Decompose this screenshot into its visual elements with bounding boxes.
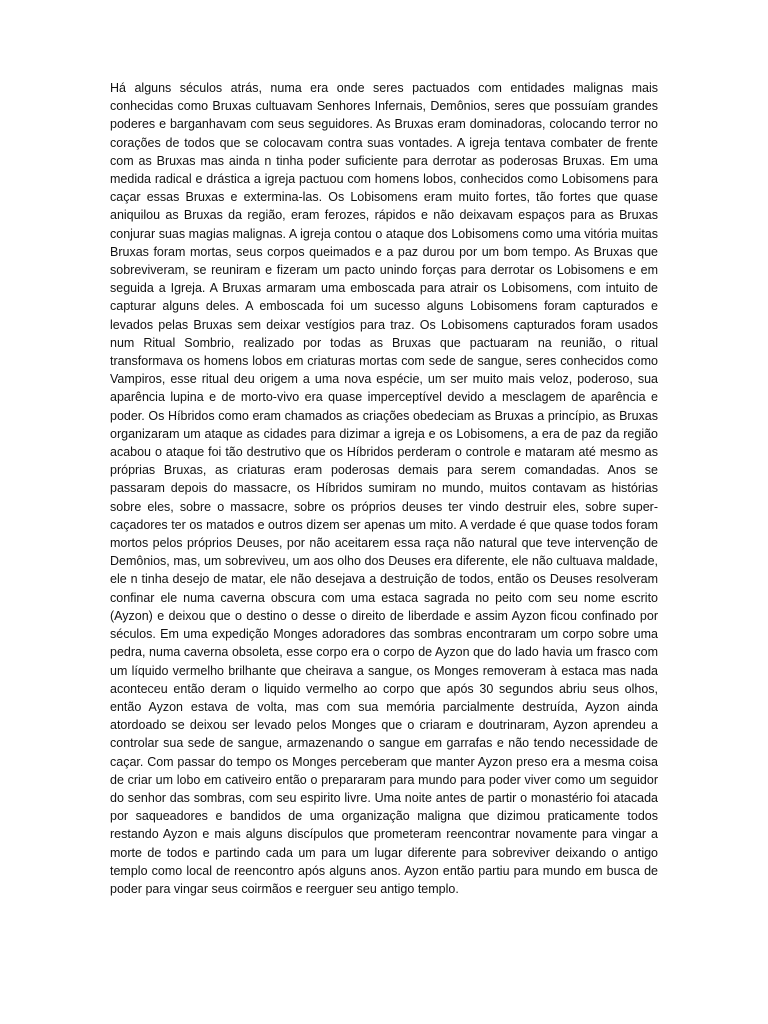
story-paragraph: Há alguns séculos atrás, numa era onde seres pactuados com entidades malignas mais conhecidas como Bruxas cultuavam Senhores Infernais, Demônios, seres que possuíam grandes poderes e barganhavam com seus seguidores. As Bruxas eram dominadoras, colocando terror no corações de todos que se colocavam contra suas vontades. A igreja tentava combater de frente com as Bruxas mas ainda n tinha poder suficiente para derrotar as poderosas Bruxas. Em uma medida radical e drástica a igreja pactuou com homens lobos, conhecidos como Lobisomens para caçar essas Bruxas e extermina-las. Os Lobisomens eram muito fortes, tão fortes que quase aniquilou as Bruxas da região, eram ferozes, rápidos e não deixavam espaços para as Bruxas conjurar suas magias malignas. A igreja contou o ataque dos Lobisomens como uma vitória muitas Bruxas foram mortas, seus corpos queimados e a paz durou por um bom tempo. As Bruxas que sobreviveram, se reuniram e fizeram um pacto unindo forças para derrotar os Lobisomens e em seguida a Igreja. A Bruxas armaram uma emboscada para atrair os Lobisomens, com intuito de capturar alguns deles. A emboscada foi um sucesso alguns Lobisomens foram capturados e levados pelas Bruxas sem deixar vestígios para traz. Os Lobisomens capturados foram usados num Ritual Sombrio, realizado por todas as Bruxas que pactuaram na reunião, o ritual transformava os homens lobos em criaturas mortas com sede de sangue, seres conhecidos como Vampiros, esse ritual deu origem a uma nova espécie, um ser muito mais veloz, poderoso, sua aparência lupina e de morto-vivo era quase imperceptível devido a mesclagem de aparência e poder. Os Híbridos como eram chamados as criações obedeciam as Bruxas a princípio, as Bruxas organizaram um ataque as cidades para dizimar a igreja e os Lobisomens, a era de paz da região acabou o ataque foi tão destrutivo que os Híbridos perderam o controle e mataram até mesmo as próprias Bruxas, as criaturas eram poderosas demais para serem comandadas. Anos se passaram depois do massacre, os Híbridos sumiram no mundo, muitos contavam as histórias sobre eles, sobre o massacre, sobre os próprios deuses ter vindo destruir eles, sobre super-caçadores ter os matados e outros dizem ser apenas um mito. A verdade é que quase todos foram mortos pelos próprios Deuses, por não aceitarem essa raça não natural que teve intervenção de Demônios, mas, um sobreviveu, um aos olho dos Deuses era diferente, ele não cultuava maldade, ele n tinha desejo de matar, ele não desejava a destruição de todos, então os Deuses resolveram confinar ele numa caverna obscura com uma estaca sagrada no peito com seu nome escrito (Ayzon) e deixou que o destino o desse o direito de liberdade e assim Ayzon ficou confinado por séculos. Em uma expedição Monges adoradores das sombras encontraram um corpo sobre uma pedra, numa caverna obsoleta, esse corpo era o corpo de Ayzon que do lado havia um frasco com um líquido vermelho brilhante que cheirava a sangue, os Monges removeram à estaca mas nada aconteceu então deram o liquido vermelho ao corpo que após 30 segundos abriu seus olhos, então Ayzon estava de volta, mas com sua memória parcialmente destruída, Ayzon ainda atordoado se deixou ser levado pelos Monges que o criaram e doutrinaram, Ayzon aprendeu a controlar sua sede de sangue, armazenando o sangue em garrafas e não tendo necessidade de caçar. Com passar do tempo os Monges perceberam que manter Ayzon preso era a mesma coisa de criar um lobo em cativeiro então o prepararam para mundo para poder viver como um seguidor do senhor das sombras, com seu espirito livre. Uma noite antes de partir o monastério foi atacada por saqueadores e bandidos de uma organização maligna que dizimou praticamente todos restando Ayzon e mais alguns discípulos que prometeram reencontrar novamente para vingar a morte de todos e partindo cada um para um lugar diferente para sobreviver deixando o antigo templo como local de reencontro após alguns anos. Ayzon então partiu para mundo em busca de poder para vingar seus coirmãos e reerguer seu antigo templo.: [110, 81, 658, 896]
